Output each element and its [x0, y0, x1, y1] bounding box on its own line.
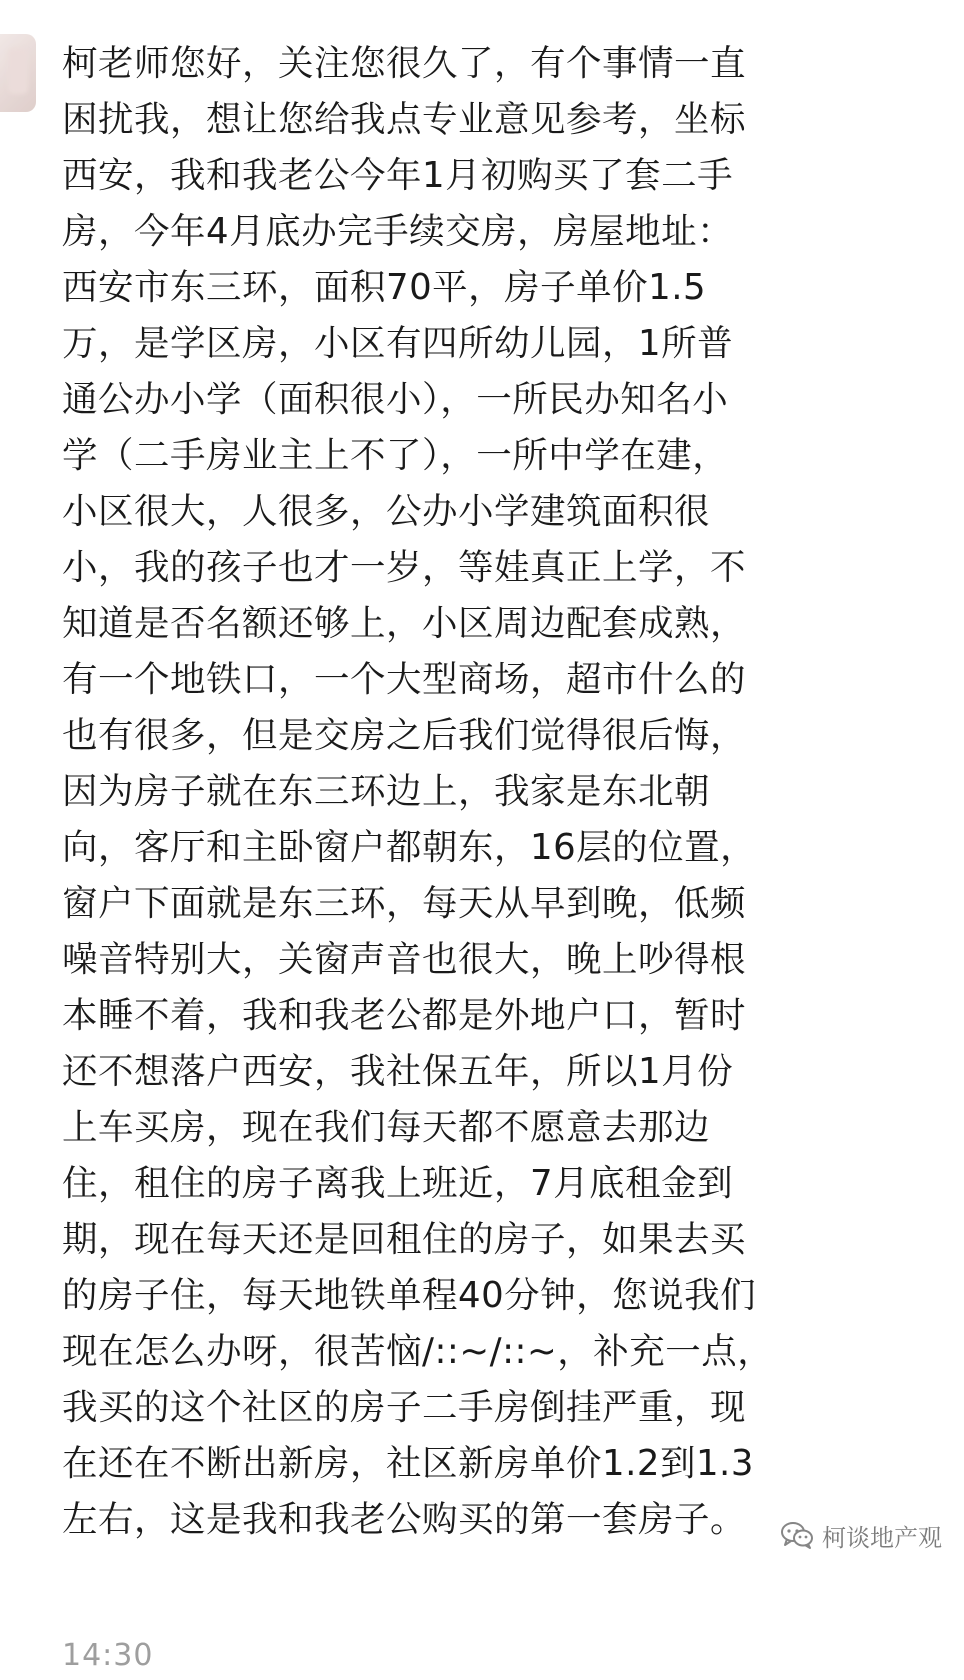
- message-line: 住，租住的房子离我上班近，7月底租金到: [62, 1163, 734, 1204]
- message-line: 万，是学区房，小区有四所幼儿园，1所普: [62, 323, 734, 364]
- message-line: 还不想落户西安，我社保五年，所以1月份: [62, 1051, 734, 1092]
- message-line: 小区很大，人很多，公办小学建筑面积很: [62, 491, 711, 532]
- message-bubble[interactable]: [52, 28, 952, 1628]
- message-line: 噪音特别大，关窗声音也很大，晚上吵得根: [62, 939, 747, 980]
- message-line: 通公办小学（面积很小），一所民办知名小: [62, 379, 729, 420]
- message-text: [62, 36, 773, 1548]
- message-line: 困扰我，想让您给我点专业意见参考，坐标: [62, 99, 747, 140]
- message-line: 上车买房，现在我们每天都不愿意去那边: [62, 1107, 711, 1148]
- message-line: 西安市东三环，面积70平，房子单价1.5: [62, 267, 707, 308]
- message-line: 现在怎么办呀，很苦恼/::~/::~，补充一点，: [62, 1331, 774, 1372]
- message-line: 学（二手房业主上不了），一所中学在建，: [62, 435, 729, 476]
- message-line: 有一个地铁口，一个大型商场，超市什么的: [62, 659, 747, 700]
- message-line: 向，客厅和主卧窗户都朝东，16层的位置，: [62, 827, 757, 868]
- message-line: 期，现在每天还是回租住的房子，如果去买: [62, 1219, 747, 1260]
- message-line: 西安，我和我老公今年1月初购买了套二手: [62, 155, 734, 196]
- message-line: 也有很多，但是交房之后我们觉得很后悔，: [62, 715, 747, 756]
- sender-avatar[interactable]: [0, 34, 36, 112]
- message-line: 的房子住，每天地铁单程40分钟，您说我们: [62, 1275, 757, 1316]
- message-line: 小，我的孩子也才一岁，等娃真正上学，不: [62, 547, 747, 588]
- message-line: 本睡不着，我和我老公都是外地户口，暂时: [62, 995, 747, 1036]
- message-line: 我买的这个社区的房子二手房倒挂严重，现: [62, 1387, 747, 1428]
- message-line: 左右，这是我和我老公购买的第一套房子。: [62, 1499, 747, 1540]
- message-line: 因为房子就在东三环边上，我家是东北朝: [62, 771, 711, 812]
- wechat-icon: [780, 1520, 814, 1550]
- message-line: 柯老师您好，关注您很久了，有个事情一直: [62, 43, 747, 84]
- message-line: 知道是否名额还够上，小区周边配套成熟，: [62, 603, 747, 644]
- watermark-text: 柯谈地产观: [822, 1523, 942, 1552]
- message-line: 在还在不断出新房，社区新房单价1.2到1.3: [62, 1443, 754, 1484]
- watermark: [780, 1512, 942, 1558]
- message-timestamp: 14:30: [62, 1638, 154, 1673]
- avatar-image: [8, 48, 28, 94]
- message-line: 房，今年4月底办完手续交房，房屋地址：: [62, 211, 734, 252]
- message-line: 窗户下面就是东三环，每天从早到晚，低频: [62, 883, 747, 924]
